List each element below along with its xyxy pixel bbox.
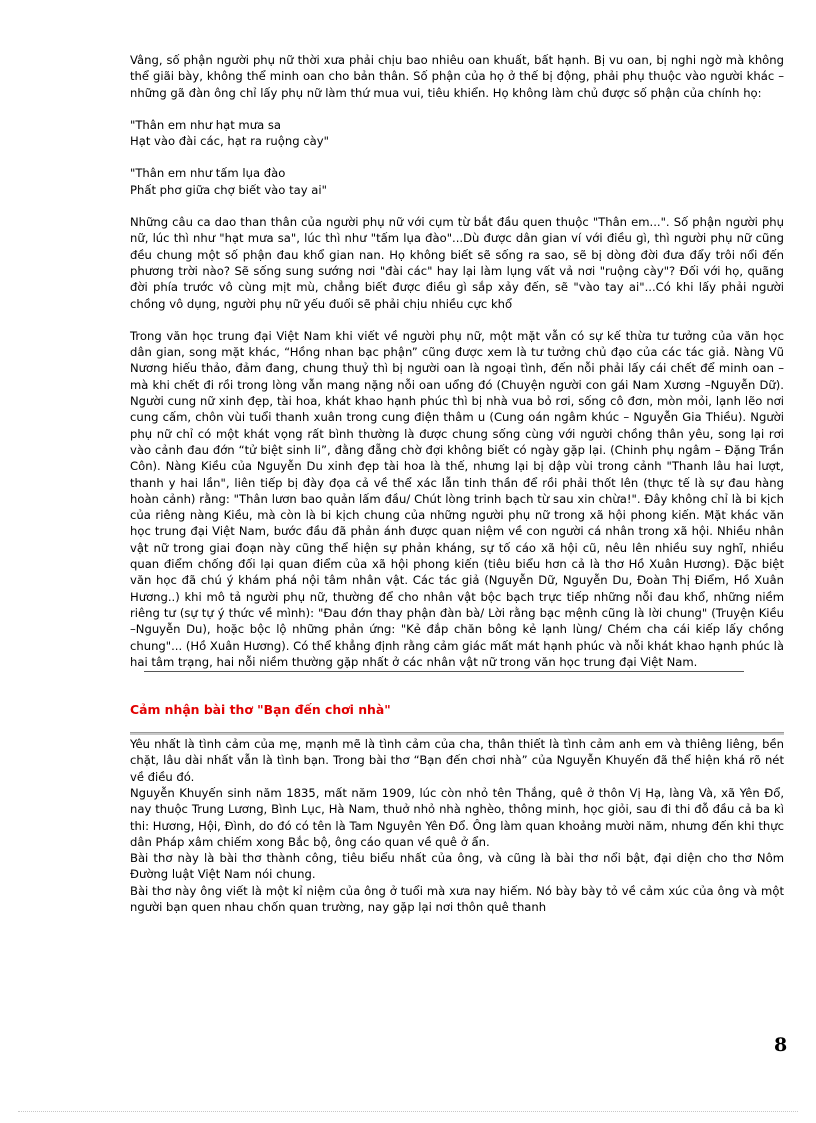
divider xyxy=(130,732,784,735)
document-body xyxy=(130,52,784,915)
paragraph-poem-context: Bài thơ này ông viết là một kỉ niệm của ông ở tuổi mà xưa nay hiếm. Nó bày bày tỏ về cảm xúc của ông và một người bạn quen nhau chốn quan trường, nay gặp lại nơi thôn quê thanh xyxy=(130,883,784,915)
paragraph-poem-significance: Bài thơ này là bài thơ thành công, tiêu biểu nhất của ông, và cũng là bài thơ nổi bật, đại diện cho thơ Nôm Đường luật Việt Nam nói chung. xyxy=(130,851,784,882)
section-heading: Cảm nhận bài thơ "Bạn đến chơi nhà" xyxy=(130,702,391,718)
poem-line: Phất phơ giữa chợ biết vào tay ai" xyxy=(130,182,327,197)
paragraph-friendship: Yêu nhất là tình cảm của mẹ, mạnh mẽ là tình cảm của cha, thân thiết là tình cảm anh em và thiêng liêng, bền chặt, lâu dài nhất vẫn là tình bạn. Trong bài thơ “Bạn đến chơi nhà” của Nguyễn Khuyến đã thể hiện khá rõ nét về điều đó. xyxy=(130,737,784,784)
paragraph-fate-of-women: Vâng, số phận người phụ nữ thời xưa phải chịu bao nhiêu oan khuất, bất hạnh. Bị vu oan, bị nghi ngờ mà không thể giãi bày, không thể minh oan cho bản thân. Số phận của họ ở thế bị động, phải phụ thuộc vào người khác – những gã đàn ông chỉ lấy phụ nữ làm thứ mua vui, tiêu khiển. Họ không làm chủ được số phận của chính họ: xyxy=(130,53,784,100)
divider xyxy=(144,671,744,672)
paragraph-medieval-literature: Trong văn học trung đại Việt Nam khi viết về người phụ nữ, một mặt vẫn có sự kế thừa tư tưởng của văn học dân gian, song mặt khác, “Hồng nhan bạc phận” cũng được xem là tư tưởng chủ đạo của các tác giả. Nàng Vũ Nương hiếu thảo, đảm đang, chung thuỷ thì bị người oan là ngoại tình, đến nỗi phải lấy cái chết để minh oan –mà khi chết đi rồi trong lòng vẫn mang nặng nỗi oan uổng đó (Chuyện người con gái Nam Xương –Nguyễn Dữ). Người cung nữ xinh đẹp, tài hoa, khát khao hạnh phúc thì bị nhà vua bỏ rơi, sống cô đơn, mòn mỏi, lạnh lẽo nơi cung cấm, chôn vùi tuổi thanh xuân trong cung điện thâm u (Cung oán ngâm khúc – Nguyễn Gia Thiều). Người phụ nữ chỉ có một khát vọng rất bình thường là được chung sống cùng với người chồng thân yêu, song lại rơi vào cảnh đau đớn “tử biệt sinh li”, đằng đẵng chờ đợi không biết có ngày gặp lại. (Chinh phụ ngâm – Đặng Trần Côn). Nàng Kiều của Nguyễn Du xinh đẹp tài hoa là thế, nhưng lại bị dập vùi trong cảnh "Thanh lâu hai lượt, thanh y hai lần", liên tiếp bị đày đọa cả về thể xác lẫn tinh thần để rồi phải thốt lên (thực tế là sự đau hàng hoàn cảnh) rằng: "Thân lươn bao quản lấm đầu/ Chút lòng trinh bạch từ sau xin chừa!". Đây không chỉ là bi kịch của riêng nàng Kiều, mà còn là bi kịch chung của những người phụ nữ trong xã hội phong kiến. Mặt khác văn học trung đại Việt Nam, bước đầu đã phản ánh được quan niệm về con người cá nhân trong xã hội. Nhiều nhân vật nữ trong giai đoạn này cũng thể hiện sự phản kháng, sự tố cáo xã hội cũ, nêu lên nhiều suy nghĩ, nhiều quan điểm chống đối lại quan điểm của xã hội phong kiến (tiêu biểu hơn cả là thơ Hồ Xuân Hương). Đặc biệt văn học đã chú ý khám phá nội tâm nhân vật. Các tác giả (Nguyễn Dữ, Nguyễn Du, Đoàn Thị Điểm, Hồ Xuân Hương..) khi mô tả người phụ nữ, thường để cho nhân vật bộc bạch trực tiếp những nỗi đau khổ, những niềm riêng tư (sự tự ý thức về mình): "Đau đớn thay phận đàn bà/ Lời rằng bạc mệnh cũng là lời chung" (Truyện Kiều –Nguyễn Du), hoặc bộc lộ những phản ứng: "Kẻ đắp chăn bông kẻ lạnh lùng/ Chém cha cái kiếp lấy chồng chung"... (Hồ Xuân Hương). Có thể khẳng định rằng cảm giác mất mát hạnh phúc và nỗi khát khao hạnh phúc là hai tâm trạng, hai nỗi niềm thường gặp nhất ở các nhân vật nữ trong văn học trung đại Việt Nam. xyxy=(130,328,784,669)
paragraph-than-em: Những câu ca dao than thân của người phụ nữ với cụm từ bắt đầu quen thuộc "Thân em...". Số phận người phụ nữ, lúc thì như "hạt mưa sa", lúc thì như "tấm lụa đào"...Dù được dân gian ví với điều gì, thì người phụ nữ cũng đều chung một số phận đau khổ gian nan. Họ không biết sẽ sống ra sao, sẽ bị dòng đời đưa đẩy trôi nổi đến phương trời nào? Sẽ sống sung sướng nơi "đài các" hay lại làm lụng vất vả nơi "ruộng cày"? Đối với họ, quãng đời phía trước vô cùng mịt mù, chẳng biết được điều gì sắp xảy đến, sẽ "vào tay ai"...Có khi lấy phải người chồng vô dụng, người phụ nữ yếu đuối sẽ phải chịu nhiều cực khổ xyxy=(130,215,784,311)
poem-line: Hạt vào đài các, hạt ra ruộng cày" xyxy=(130,134,329,149)
poem-line: "Thân em như hạt mưa sa xyxy=(130,117,282,132)
page-bottom-border xyxy=(18,1111,798,1112)
page-number: 8 xyxy=(774,1034,788,1056)
poem-line: "Thân em như tấm lụa đào xyxy=(130,166,286,181)
paragraph-author-bio: Nguyễn Khuyến sinh năm 1835, mất năm 1909, lúc còn nhỏ tên Thắng, quê ở thôn Vị Hạ, làng Và, xã Yên Đổ, nay thuộc Trung Lương, Bình Lục, Hà Nam, thuở nhỏ nhà nghèo, thông minh, học giỏi, sau đi thi đỗ đầu cả ba kì thi: Hương, Hội, Đình, do đó có tên là Tam Nguyên Yên Đổ. Ông làm quan khoảng mười năm, nhưng đến khi thực dân Pháp xâm chiếm xong Bắc bộ, ông cáo quan về quê ở ẩn. xyxy=(130,785,784,849)
